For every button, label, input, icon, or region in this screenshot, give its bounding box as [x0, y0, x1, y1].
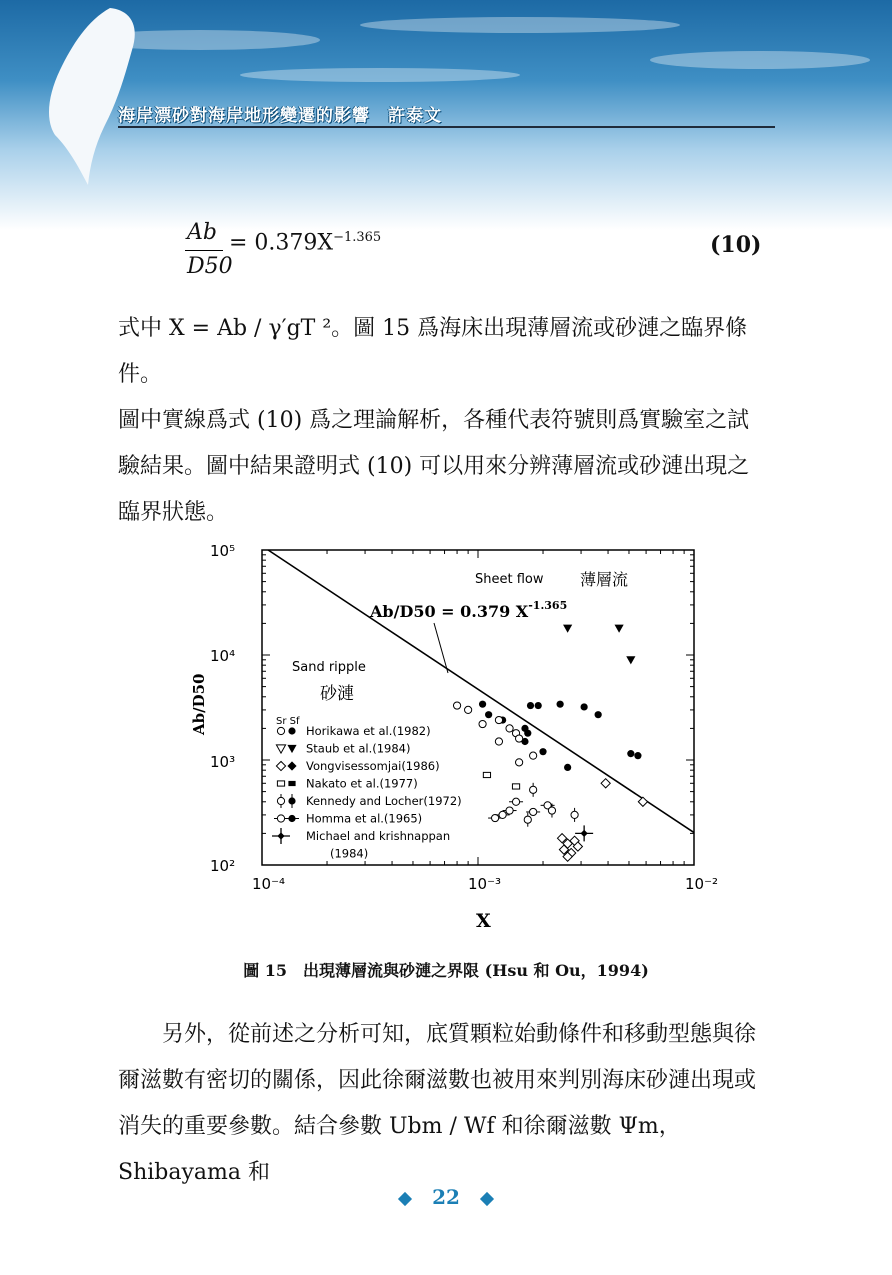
data-point	[512, 784, 519, 789]
legend-marker	[277, 794, 284, 808]
marker-diamond	[277, 832, 284, 839]
legend-entry: Michael and krishnappan	[306, 829, 451, 843]
fit-line-label-exp: -1.365	[528, 599, 568, 612]
region-label-sand-ripple: Sand ripple	[292, 660, 366, 675]
fit-line-label-text: Ab/D50 = 0.379 X	[370, 602, 529, 621]
equation-rhs-text: = 0.379X	[229, 230, 334, 256]
paragraph-line: 式中 X = Ab / γ′gT ²。圖 15 爲海床出現薄層流或砂漣之臨界條件。	[118, 316, 748, 387]
legend-entry: Horikawa et al.(1982)	[306, 724, 431, 738]
legend-marker	[285, 815, 299, 822]
legend-marker	[277, 781, 284, 786]
data-point	[516, 759, 523, 766]
marker-circle	[571, 811, 578, 818]
data-point	[509, 798, 523, 805]
y-tick-label: 10⁵	[210, 542, 236, 560]
page-number: 22	[432, 1185, 460, 1209]
data-point	[601, 779, 610, 788]
legend-marker	[276, 745, 285, 753]
x-tick-label: 10⁻²	[685, 875, 719, 893]
y-tick-label: 10³	[210, 753, 236, 771]
data-point	[530, 752, 537, 759]
marker-circle	[524, 816, 531, 823]
marker-circle	[548, 807, 555, 814]
equation-denominator: D50	[187, 254, 233, 279]
data-point	[626, 656, 635, 664]
y-tick-label: 10²	[210, 857, 236, 875]
data-point	[614, 625, 623, 633]
marker-circle	[512, 798, 519, 805]
equation-rhs	[229, 230, 381, 255]
data-point	[539, 748, 546, 755]
paragraph-line: 爾滋數有密切的關係，因此徐爾滋數也被用來判別海床砂漣出現或	[118, 1068, 757, 1093]
data-point	[527, 702, 534, 709]
data-point	[479, 720, 486, 727]
diamond-icon	[398, 1191, 412, 1205]
data-point	[453, 702, 460, 709]
data-point	[564, 764, 571, 771]
legend-marker	[288, 727, 295, 734]
data-point	[581, 703, 588, 710]
marker-circle	[499, 811, 506, 818]
legend-marker	[288, 781, 295, 786]
data-point	[627, 750, 634, 757]
marker-circle	[530, 808, 537, 815]
marker-circle	[530, 786, 537, 793]
marker-circle	[506, 807, 513, 814]
marker-circle	[288, 797, 295, 804]
region-label-sheet-flow: Sheet flow	[475, 572, 544, 587]
marker-circle	[277, 797, 284, 804]
x-tick-label: 10⁻⁴	[252, 875, 286, 893]
diamond-icon	[480, 1191, 494, 1205]
legend-entry: Nakato et al.(1977)	[306, 776, 418, 791]
data-point	[495, 716, 502, 723]
chart-svg	[180, 535, 740, 935]
data-point	[465, 706, 472, 713]
region-label-sand-ripple-zh: 砂漣	[320, 684, 354, 704]
data-point	[485, 711, 492, 718]
equation-exponent: −1.365	[333, 230, 382, 245]
legend-marker	[287, 761, 296, 770]
legend-marker	[276, 761, 285, 770]
data-point	[524, 730, 531, 737]
figure-caption: 圖 15 出現薄層流與砂漣之界限 (Hsu 和 Ou，1994)	[243, 961, 649, 980]
x-tick-label: 10⁻³	[468, 875, 502, 893]
data-point	[634, 752, 641, 759]
y-axis-label: Ab/D50	[190, 673, 208, 735]
paragraph-2	[118, 1012, 778, 1196]
data-point	[595, 711, 602, 718]
legend-marker	[272, 828, 290, 844]
legend-marker	[288, 794, 295, 808]
equation-numerator: Ab	[187, 220, 217, 245]
data-point	[557, 701, 564, 708]
x-axis-label: X	[476, 910, 491, 932]
paragraph-line: 圖中實線爲式 (10) 爲之理論解析，各種代表符號則爲實驗室之試	[118, 408, 750, 433]
legend-entry: Homma et al.(1965)	[306, 811, 423, 826]
paragraph-line: 驗結果。圖中結果證明式 (10) 可以用來分辨薄層流或砂漣出現之	[118, 454, 750, 479]
fit-line-label	[369, 599, 567, 621]
marker-diamond	[581, 830, 588, 837]
legend-entry: Kennedy and Locher(1972)	[306, 794, 462, 808]
data-point	[563, 625, 572, 633]
legend-marker	[277, 727, 284, 734]
data-point	[535, 702, 542, 709]
legend-entry: Staub et al.(1984)	[306, 741, 411, 756]
data-point	[530, 783, 537, 797]
legend-entry: (1984)	[330, 846, 369, 861]
legend-header: Sr Sf	[276, 716, 300, 727]
fraction-bar	[185, 250, 223, 251]
paragraph-line: 消失的重要參數。結合參數 Ubm / Wf 和徐爾滋數 Ψm，Shibayama 和	[118, 1114, 681, 1185]
paragraph-1	[118, 306, 778, 536]
marker-circle	[288, 815, 295, 822]
y-tick-label: 10⁴	[210, 647, 236, 665]
region-label-sheet-flow-zh: 薄層流	[580, 570, 629, 589]
legend-marker	[287, 745, 296, 753]
marker-circle	[492, 814, 499, 821]
figure-15-chart	[180, 535, 740, 935]
header-rule	[118, 126, 775, 128]
legend-entry: Vongvisessomjai(1986)	[306, 759, 440, 773]
data-point	[516, 735, 523, 742]
marker-circle	[277, 815, 284, 822]
page-footer	[0, 1185, 892, 1209]
data-point	[479, 701, 486, 708]
data-point	[638, 797, 647, 806]
running-title: 海岸漂砂對海岸地形變遷的影響 許泰文	[118, 106, 442, 126]
paragraph-line: 另外，從前述之分析可知，底質顆粒始動條件和移動型態與徐	[118, 1022, 757, 1047]
data-point	[506, 725, 513, 732]
data-point	[495, 738, 502, 745]
equation-number: (10)	[710, 232, 762, 258]
paragraph-line: 臨界狀態。	[118, 500, 229, 525]
data-point	[571, 808, 578, 822]
data-point	[483, 772, 490, 777]
